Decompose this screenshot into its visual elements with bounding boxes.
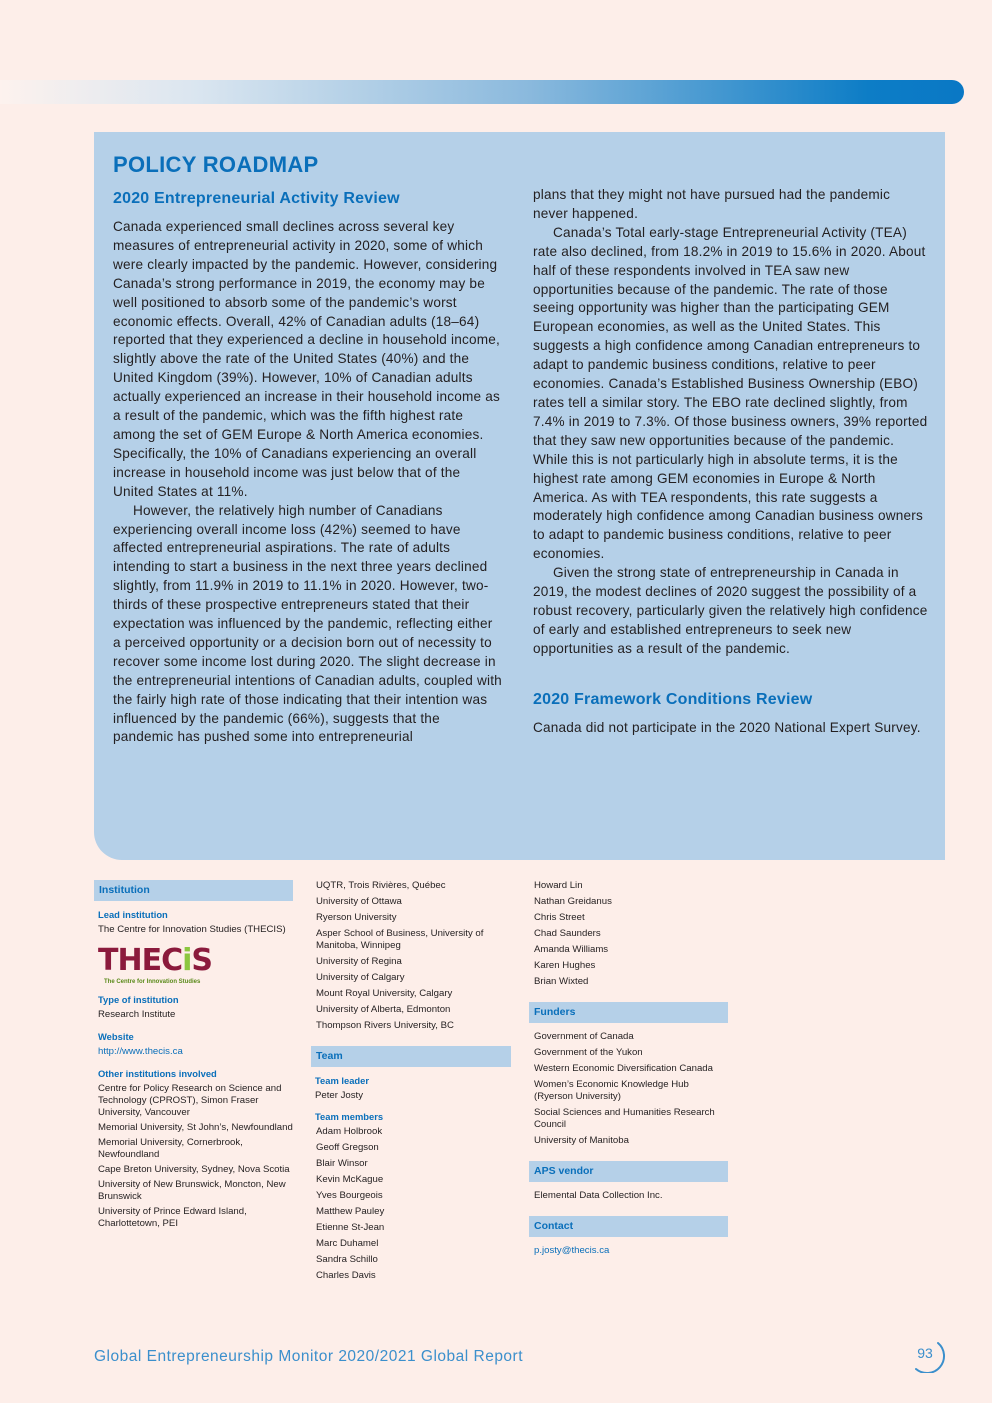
team-member: Howard Lin [534,880,583,891]
other-institutions-label: Other institutions involved [98,1068,217,1079]
team-column [311,880,511,1286]
team-member: Geoff Gregson [316,1142,379,1153]
paragraph: plans that they might not have pursued had the pandemic never happened. [533,187,891,221]
other-institution-item: Memorial University, St John’s, Newfoundland [98,1122,293,1133]
lead-institution-value: The Centre for Innovation Studies (THECIS) [98,924,286,935]
team-member: Marc Duhamel [316,1238,379,1249]
funder-item: University of Manitoba [534,1135,629,1146]
team-member: Kevin McKague [316,1174,384,1185]
type-label: Type of institution [98,994,179,1005]
section-heading-framework: 2020 Framework Conditions Review [533,690,813,708]
team-member: Nathan Greidanus [534,896,612,907]
aps-vendor-value: Elemental Data Collection Inc. [534,1190,663,1201]
page-number: 93 [917,1345,933,1361]
paragraph: Canada’s Total early-stage Entrepreneurial Activity (TEA) rate also declined, from 18.2% in 2019 to 15.6% in 2020. About half of these respondents involved in TEA saw new opportunities because of the pandemic. The rate of those seeing opportunity was higher than the participating GEM European economies, as well as the United States. This suggests a high confidence among Canadian entrepreneurs to adapt to pandemic business conditions, relative to peer economies. Canada’s Established Business Ownership (EBO) rates tell a similar story. The EBO rate declined slightly, from 7.4% in 2019 to 7.3%. Of those business owners, 39% reported that they saw new opportunities because of the pandemic. While this is not particularly high in absolute terms, it is the highest rate among GEM economies in Europe & North America. As with TEA respondents, this rate suggests a moderately high confidence among Canadian business owners to adapt to pandemic business conditions, relative to peer economies. [533,224,928,562]
section-heading-activity: 2020 Entrepreneurial Activity Review [113,190,400,207]
logo-wordmark: THECiS [98,943,212,978]
funder-item: Social Sciences and Humanities Research Council [534,1107,715,1130]
paragraph: However, the relatively high number of Canadians experiencing overall income loss (42%) seemed to have affected entrepreneurial aspirations. The rate of adults intending to start a business in the next three years declined slightly, from 11.9% in 2019 to 11.1% in 2020. However, two-thirds of these prospective entrepreneurs stated that their expectation was influenced by the pandemic, reflecting either a perceived opportunity or a decision born out of necessity to recover some income lost during 2020. The slight decrease in the entrepreneurial intentions of Canadian adults, coupled with the fairly high rate of those indicating that their intention was influenced by the pandemic (66%), suggests that the pandemic has pushed some into entrepreneurial [113,502,502,745]
funders-column [529,880,728,1261]
other-institution-item: University of Prince Edward Island, Charlottetown, PEI [98,1206,247,1229]
right-column [533,186,928,738]
thecis-logo [98,943,212,988]
other-institution-item: Centre for Policy Research on Science and Technology (CPROST), Simon Fraser University, Vancouver [98,1083,282,1118]
lead-institution-label: Lead institution [98,909,168,920]
other-institution-item: University of Alberta, Edmonton [316,1004,451,1015]
other-institution-item: Mount Royal University, Calgary [316,988,453,999]
contact-email-link[interactable]: p.josty@thecis.ca [534,1245,610,1256]
funders-heading: Funders [529,1002,728,1023]
team-leader-value: Peter Josty [315,1090,363,1101]
funder-item: Government of Canada [534,1031,634,1042]
funder-item: Western Economic Diversification Canada [534,1063,713,1074]
team-member: Chris Street [534,912,585,923]
other-institution-item: University of Regina [316,956,402,967]
funder-item: Government of the Yukon [534,1047,643,1058]
team-leader-label: Team leader [315,1075,370,1086]
paragraph: Canada experienced small declines across several key measures of entrepreneurial activity in 2020, some of which were clearly impacted by the pandemic. However, considering Canada’s strong performance in 2019, the economy may be well positioned to absorb some of the pandemic’s worst economic effects. Overall, 42% of Canadian adults (18–64) reported that they experienced a decline in household income, slightly above the rate of the United States (40%) and the United Kingdom (39%). However, 10% of Canadian adults actually experienced an increase in their household income as a result of the pandemic, which was the fifth highest rate among the set of GEM Europe & North America economies. Specifically, the 10% of Canadians experiencing an overall increase in household income was just below that of the United States at 11%. [113,219,501,499]
footer-report-title: Global Entrepreneurship Monitor 2020/2021 Global Report [94,1348,524,1365]
logo-tagline: The Centre for Innovation Studies [104,979,201,985]
left-column [113,188,503,747]
team-member: Sandra Schillo [316,1254,378,1265]
team-member: Adam Holbrook [316,1126,383,1137]
institution-heading: Institution [94,880,293,901]
institution-column [94,880,293,1230]
other-institution-item: Memorial University, Cornerbrook, Newfoundland [98,1137,243,1160]
team-member: Etienne St-Jean [316,1222,385,1233]
header-gradient-bar [0,80,964,104]
website-label: Website [98,1031,134,1042]
page-number-badge [908,1339,946,1373]
team-heading: Team [311,1046,511,1067]
funder-item: Women’s Economic Knowledge Hub (Ryerson University) [534,1079,689,1102]
other-institution-item: UQTR, Trois Rivières, Québec [316,880,446,891]
team-member: Yves Bourgeois [316,1190,383,1201]
team-member: Charles Davis [316,1270,376,1281]
team-member: Matthew Pauley [316,1206,385,1217]
contact-heading: Contact [529,1216,728,1237]
other-institution-item: Cape Breton University, Sydney, Nova Scotia [98,1164,290,1175]
team-member: Karen Hughes [534,960,596,971]
other-institution-item: Ryerson University [316,912,397,923]
other-institution-item: Thompson Rivers University, BC [316,1020,454,1031]
other-institution-item: Asper School of Business, University of Manitoba, Winnipeg [316,928,484,951]
paragraph: Canada did not participate in the 2020 National Expert Survey. [533,719,921,735]
team-member: Blair Winsor [316,1158,368,1169]
other-institution-item: University of Ottawa [316,896,402,907]
aps-vendor-heading: APS vendor [529,1161,728,1182]
other-institution-item: University of Calgary [316,972,405,983]
team-member: Chad Saunders [534,928,601,939]
type-value: Research Institute [98,1009,176,1020]
website-link[interactable]: http://www.thecis.ca [98,1046,183,1057]
team-member: Brian Wixted [534,976,589,987]
page-title: POLICY ROADMAP [113,152,319,177]
team-members-label: Team members [315,1111,384,1122]
other-institution-item: University of New Brunswick, Moncton, New Brunswick [98,1179,286,1202]
paragraph: Given the strong state of entrepreneurship in Canada in 2019, the modest declines of 2020 suggest the possibility of a robust recovery, particularly given the relatively high confidence of early and established entrepreneurs to seek new opportunities as a result of the pandemic. [533,565,928,656]
team-member: Amanda Williams [534,944,609,955]
policy-roadmap-panel [94,132,945,860]
